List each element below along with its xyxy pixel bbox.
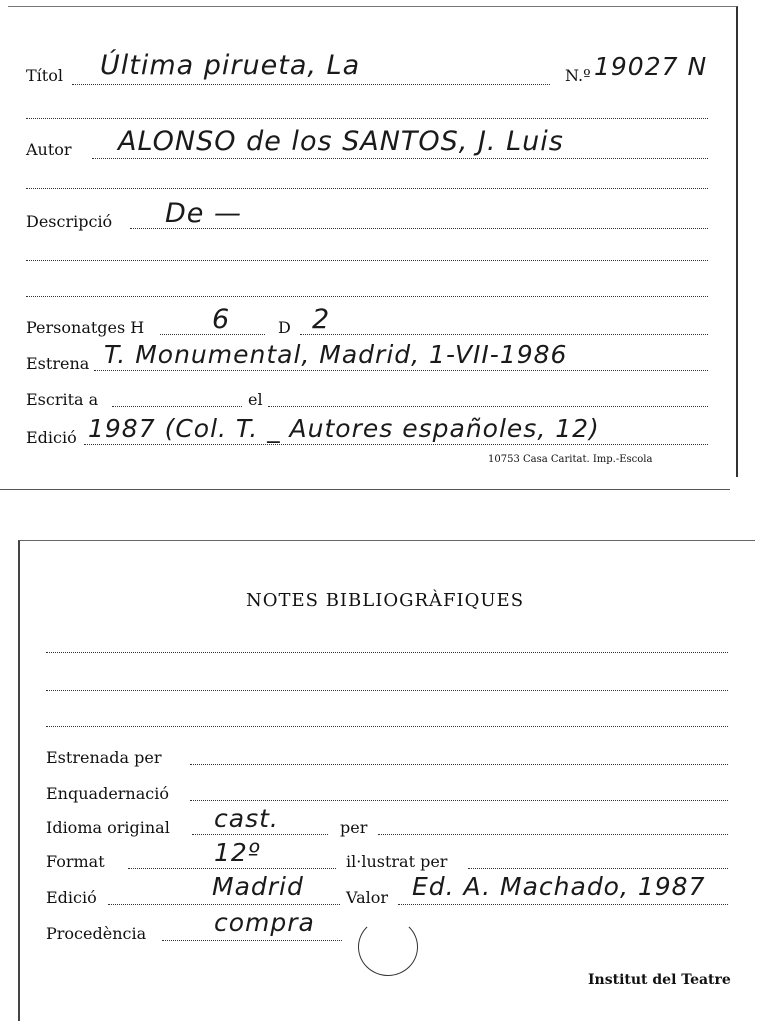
edicio-line [84, 444, 708, 445]
number-value: 19027 N [594, 52, 708, 81]
autor-value: ALONSO de los SANTOS, J. Luis [118, 126, 564, 157]
notes-line-2 [46, 690, 728, 691]
personatges-d-line [300, 334, 708, 335]
personatges-h-value: 6 [212, 304, 231, 335]
back-edicio-label: Edició [46, 888, 97, 907]
titol-value: Última pirueta, La [100, 50, 361, 81]
per-line [378, 834, 728, 835]
autor-label: Autor [26, 140, 72, 159]
personatges-label: Personatges H [26, 318, 145, 337]
number-label: N.º [565, 66, 591, 85]
estrenada-label: Estrenada per [46, 748, 162, 767]
edicio-label: Edició [26, 428, 77, 447]
escrita-el-label: el [248, 390, 263, 409]
illustrat-line [468, 868, 728, 869]
printer-imprint: 10753 Casa Caritat. Imp.-Escola [488, 454, 653, 465]
estrena-label: Estrena [26, 354, 90, 373]
valor-value: Ed. A. Machado, 1987 [412, 872, 706, 901]
institut-label: Institut del Teatre [588, 972, 731, 988]
descripcio-line-3 [26, 296, 708, 297]
autor-line-2 [26, 188, 708, 189]
escrita-line [112, 406, 242, 407]
format-line [128, 868, 336, 869]
descripcio-line-2 [26, 260, 708, 261]
notes-line-1 [46, 652, 728, 653]
titol-line [72, 84, 550, 85]
back-edicio-value: Madrid [212, 872, 304, 901]
procedencia-value: compra [214, 908, 315, 937]
format-value: 12º [214, 838, 261, 867]
valor-line [398, 904, 728, 905]
per-label: per [340, 818, 368, 837]
autor-line [92, 158, 708, 159]
descripcio-value: De — [165, 198, 242, 229]
estrena-line [94, 370, 708, 371]
notes-title: NOTES BIBLIOGRÀFIQUES [246, 590, 525, 611]
titol-label: Títol [26, 66, 63, 85]
card-separator [0, 489, 730, 490]
procedencia-label: Procedència [46, 924, 147, 943]
valor-label: Valor [346, 888, 389, 907]
personatges-d-value: 2 [312, 304, 331, 335]
format-label: Format [46, 852, 105, 871]
estrenada-line [190, 764, 728, 765]
procedencia-line [162, 940, 342, 941]
descripcio-label: Descripció [26, 212, 113, 231]
enquadernacio-label: Enquadernació [46, 784, 169, 803]
escrita-el-line [268, 406, 708, 407]
hole-punch-mark [358, 918, 418, 976]
escrita-label: Escrita a [26, 390, 99, 409]
estrena-value: T. Monumental, Madrid, 1-VII-1986 [104, 340, 568, 369]
idioma-value: cast. [214, 804, 279, 833]
titol-line-2 [26, 118, 708, 119]
illustrat-label: il·lustrat per [346, 852, 448, 871]
edicio-value: 1987 (Col. T. _ Autores españoles, 12) [88, 414, 600, 443]
idioma-label: Idioma original [46, 818, 170, 837]
enquadernacio-line [190, 800, 728, 801]
notes-line-3 [46, 726, 728, 727]
idioma-line [192, 834, 328, 835]
back-edicio-line [108, 904, 340, 905]
personatges-d-label: D [278, 318, 291, 337]
